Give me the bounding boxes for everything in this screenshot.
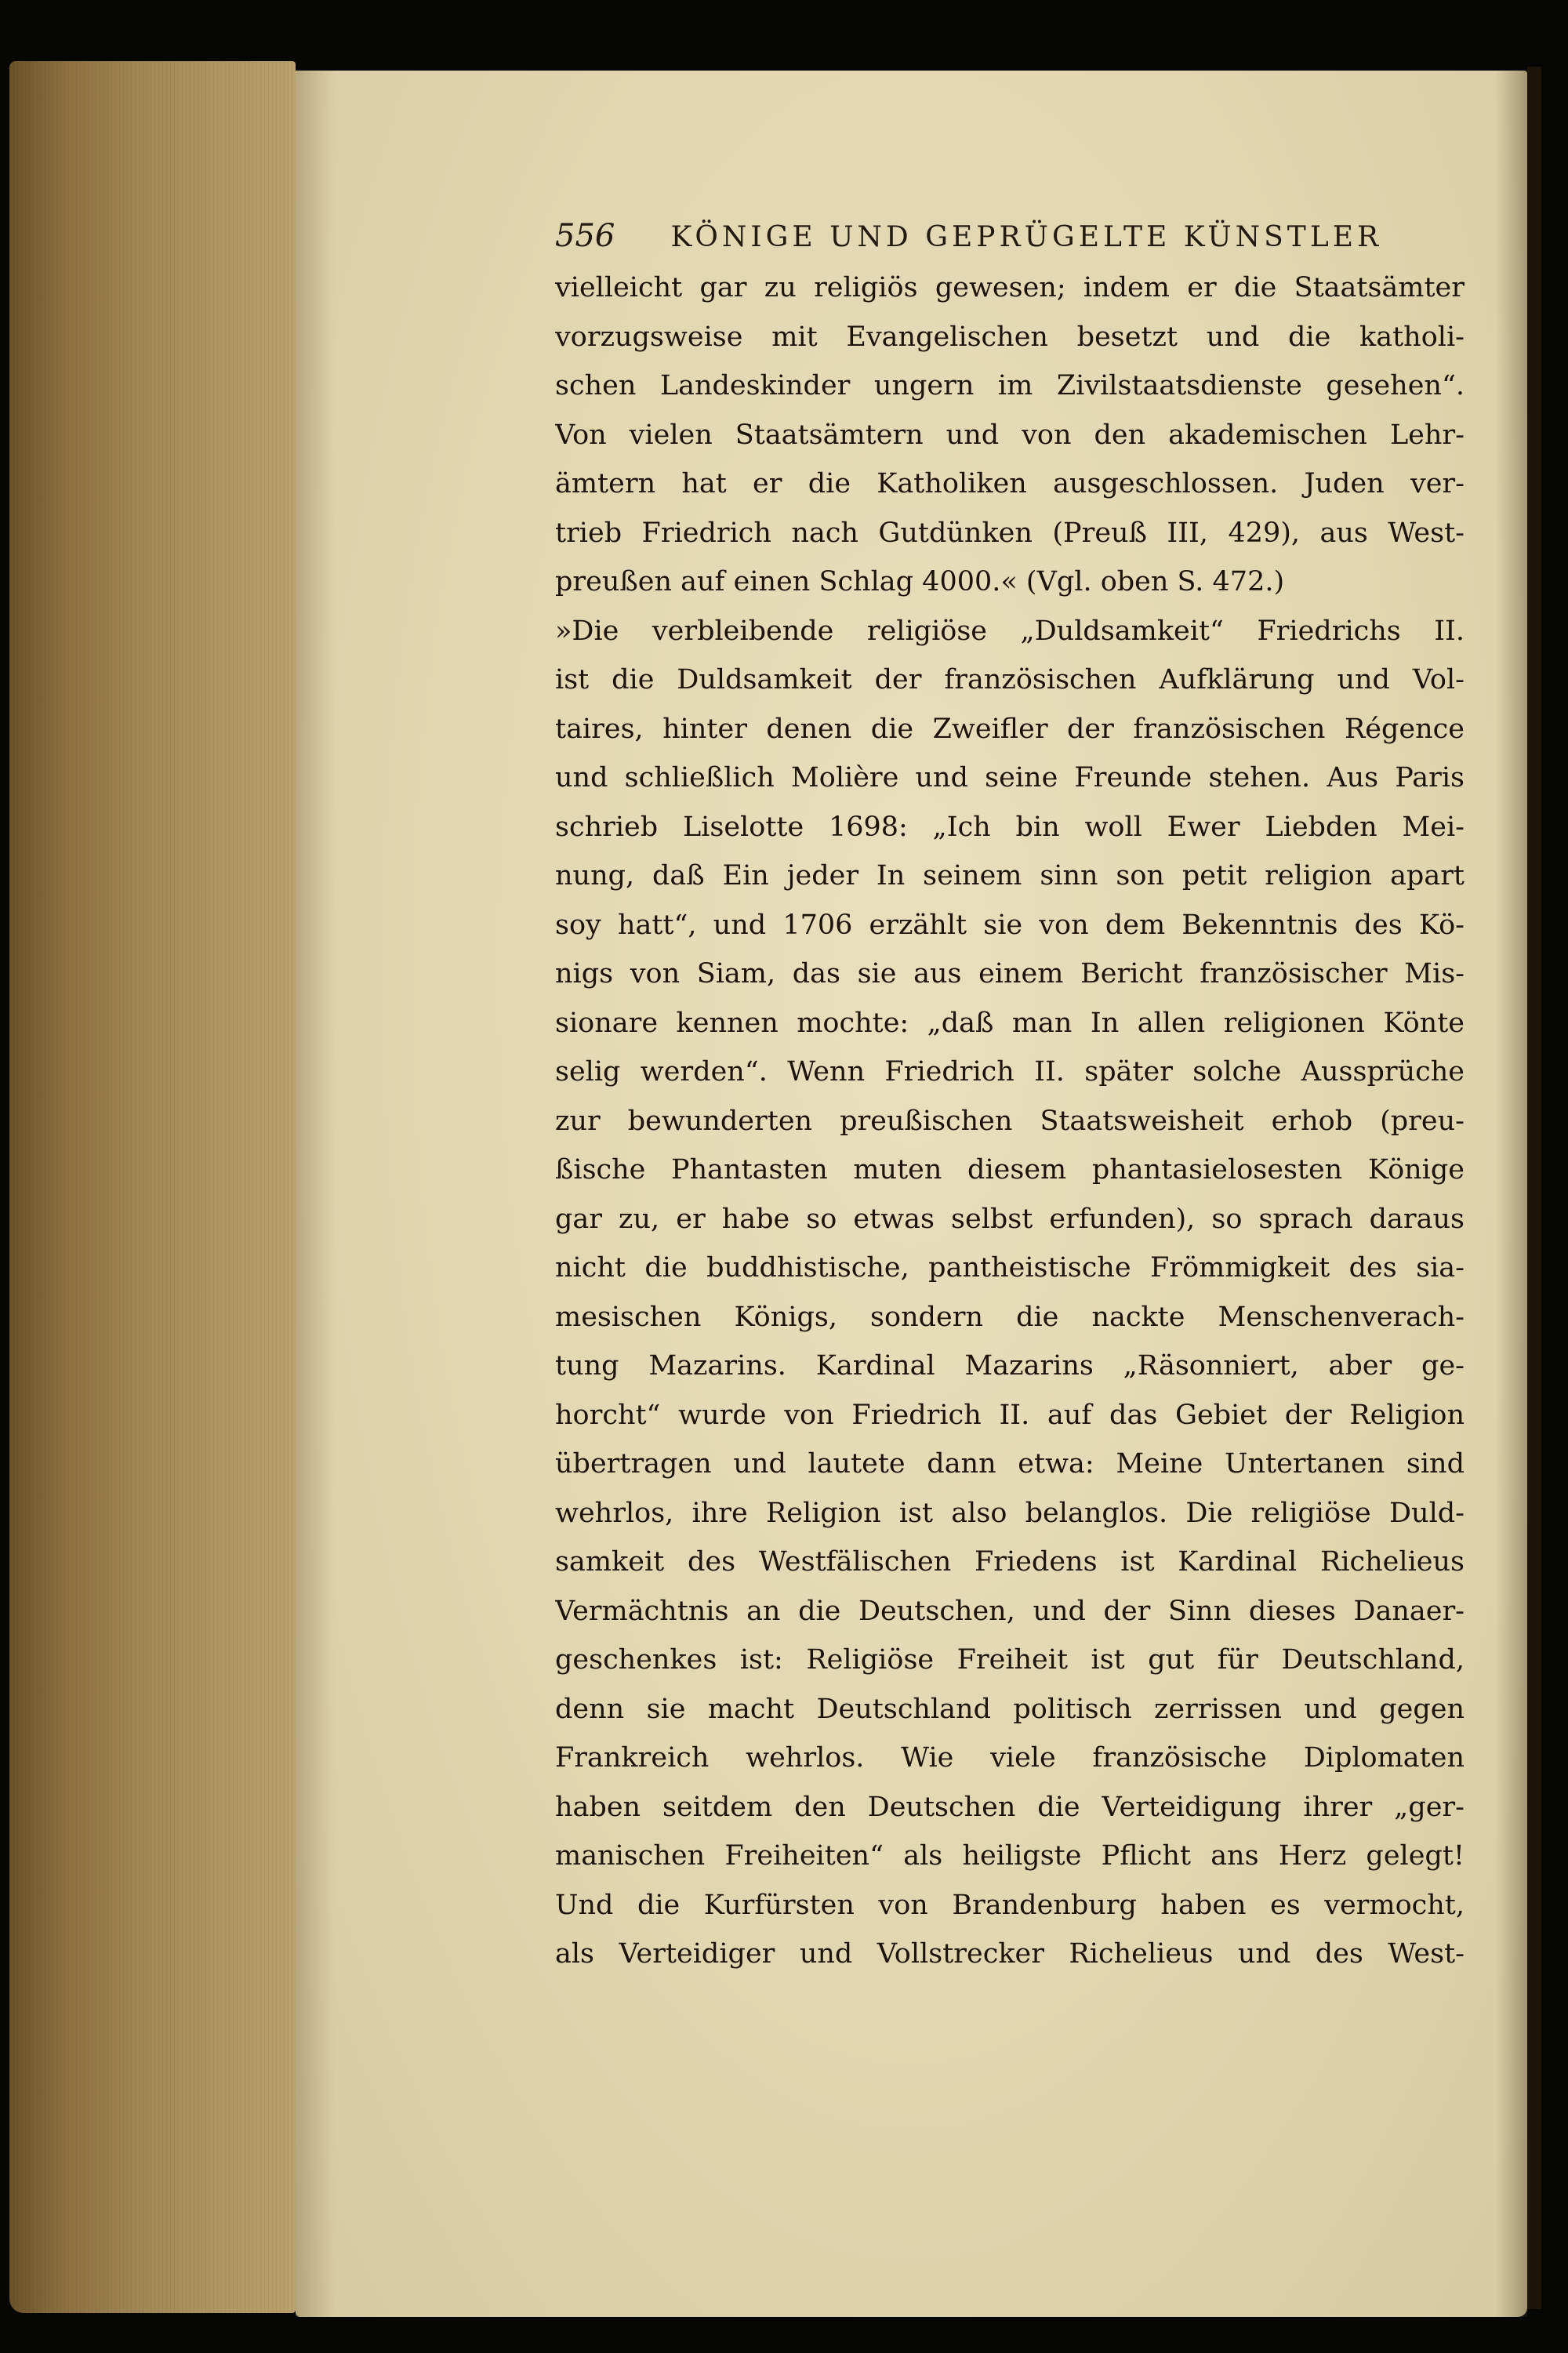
gutter-shadow [296, 71, 335, 2317]
text-line: vielleicht gar zu religiös gewesen; indem er die Staatsämter [555, 272, 1465, 303]
text-line: manischen Freiheiten“ als heiligste Pflicht ans Herz gelegt! [555, 1840, 1465, 1872]
text-line: preußen auf einen Schlag 4000.« (Vgl. oben S. 472.) [555, 566, 1285, 597]
text-line: ämtern hat er die Katholiken ausgeschlossen. Juden ver- [555, 468, 1465, 499]
text-line: horcht“ wurde von Friedrich II. auf das Gebiet der Religion [555, 1399, 1465, 1431]
next-page-edge [1527, 67, 1541, 2309]
text-line: Vermächtnis an die Deutschen, und der Sinn dieses Danaer- [555, 1595, 1465, 1627]
text-line: gar zu, er habe so etwas selbst erfunden), so sprach daraus [555, 1203, 1465, 1235]
text-line: nicht die buddhistische, pantheistische Frömmigkeit des sia- [555, 1252, 1465, 1284]
text-line: Frankreich wehrlos. Wie viele französische Diplomaten [555, 1742, 1465, 1774]
text-line: vorzugsweise mit Evangelischen besetzt und die katholi- [555, 321, 1465, 353]
text-line: wehrlos, ihre Religion ist also belanglos. Die religiöse Duld- [555, 1497, 1465, 1529]
text-line: mesischen Königs, sondern die nackte Menschenverach- [555, 1301, 1465, 1333]
text-line: übertragen und lautete dann etwa: Meine Untertanen sind [555, 1448, 1465, 1480]
text-line: sionare kennen mochte: „daß man In allen religionen Könte [555, 1007, 1465, 1039]
text-line: Und die Kurfürsten von Brandenburg haben es vermocht, [555, 1889, 1465, 1921]
text-line: als Verteidiger und Vollstrecker Richelieus und des West- [555, 1938, 1465, 1970]
text-line: Von vielen Staatsämtern und von den akademischen Lehr- [555, 419, 1465, 451]
running-title: KÖNIGE UND GEPRÜGELTE KÜNSTLER [670, 221, 1383, 253]
text-line: schrieb Liselotte 1698: „Ich bin woll Ewer Liebden Mei- [555, 811, 1465, 843]
text-line: »Die verbleibende religiöse „Duldsamkeit“ Friedrichs II. [555, 615, 1465, 647]
text-line: ist die Duldsamkeit der französischen Aufklärung und Vol- [555, 664, 1465, 695]
text-line: taires, hinter denen die Zweifler der französischen Régence [555, 713, 1465, 745]
text-line: ßische Phantasten muten diesem phantasielosesten Könige [555, 1154, 1465, 1186]
text-line: soy hatt“, und 1706 erzählt sie von dem Bekenntnis des Kö- [555, 909, 1465, 941]
text-line: nigs von Siam, das sie aus einem Bericht französischer Mis- [555, 958, 1465, 989]
text-line: nung, daß Ein jeder In seinem sinn son petit religion apart [555, 860, 1465, 891]
text-line: schen Landeskinder ungern im Zivilstaatsdienste gesehen“. [555, 370, 1465, 401]
text-line: geschenkes ist: Religiöse Freiheit ist gut für Deutschland, [555, 1644, 1465, 1676]
page-edge-texture [9, 61, 296, 2313]
page-curl-shadow [1496, 71, 1527, 2317]
text-line: samkeit des Westfälischen Friedens ist Kardinal Richelieus [555, 1546, 1465, 1578]
text-line: trieb Friedrich nach Gutdünken (Preuß III, 429), aus West- [555, 517, 1465, 549]
text-line: selig werden“. Wenn Friedrich II. später solche Aussprüche [555, 1056, 1465, 1088]
body-text [555, 263, 1465, 2043]
running-head [555, 218, 1465, 259]
text-line: denn sie macht Deutschland politisch zerrissen und gegen [555, 1693, 1465, 1725]
page-edges [9, 61, 296, 2313]
page-number: 556 [555, 218, 615, 254]
text-line: zur bewunderten preußischen Staatsweisheit erhob (preu- [555, 1105, 1465, 1137]
text-line: haben seitdem den Deutschen die Verteidigung ihrer „ger- [555, 1791, 1465, 1823]
text-line: tung Mazarins. Kardinal Mazarins „Räsonniert, aber ge- [555, 1350, 1465, 1382]
text-line: und schließlich Molière und seine Freunde stehen. Aus Paris [555, 762, 1465, 793]
